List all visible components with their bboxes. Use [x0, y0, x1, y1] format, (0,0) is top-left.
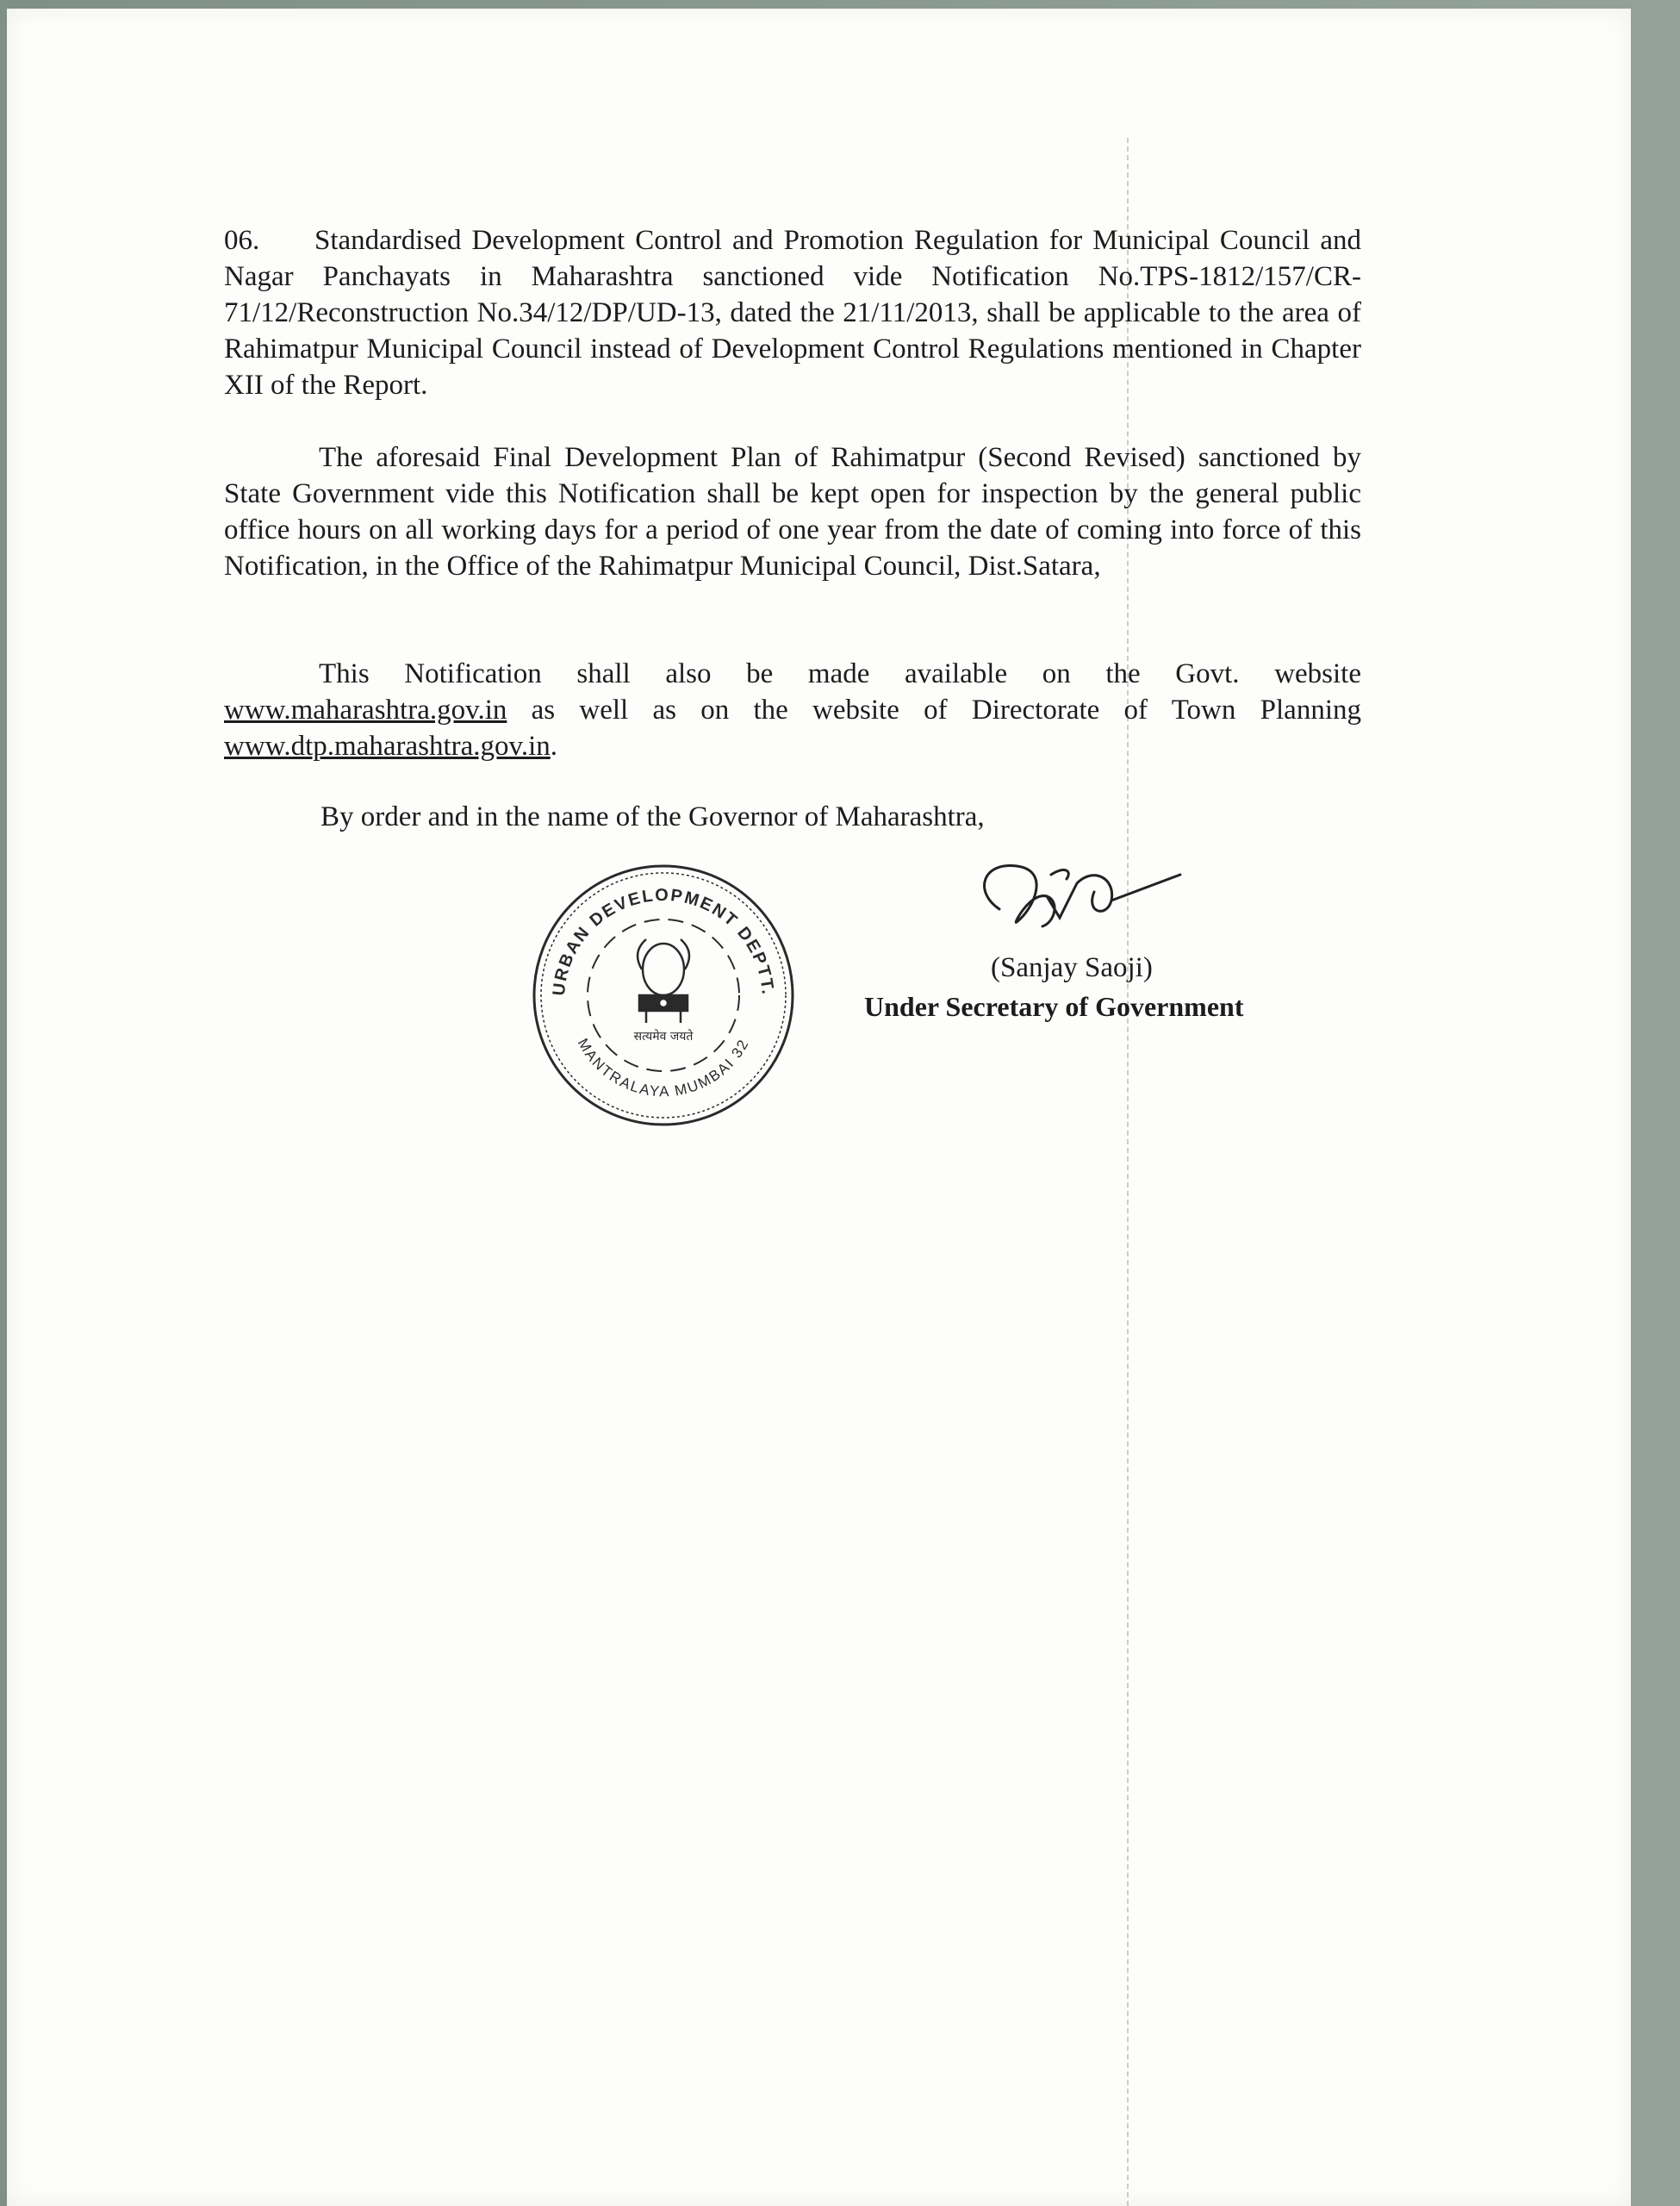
- emblem-icon: [638, 939, 689, 1023]
- paragraph-number: 06.: [224, 225, 260, 256]
- dtp-website-link[interactable]: www.dtp.maharashtra.gov.in: [224, 731, 551, 762]
- paragraph-website: [224, 656, 1361, 764]
- department-seal: [526, 857, 801, 1133]
- handwritten-signature: [965, 857, 1198, 961]
- website-text-after: .: [550, 731, 558, 762]
- paragraph-inspection: The aforesaid Final Development Plan of Rahimatpur (Second Revised) sanctioned by State Government vide this Notification shall be kept open for inspection by the general public office hours on all working days for a period of one year from the date of coming into force of this Notification, in the Office of the Rahimatpur Municipal Council, Dist.Satara,: [224, 442, 1361, 582]
- paragraph-06-text: Standardised Development Control and Promotion Regulation for Municipal Council and Nagar Panchayats in Maharashtra sanctioned vide Notification No.TPS-1812/157/CR-71/12/Reconstruction No.34/12/DP/UD-13, dated the 21/11/2013, shall be applicable to the area of Rahimatpur Municipal Council instead of Development Control Regulations mentioned in Chapter XII of the Report.: [224, 225, 1361, 401]
- order-line: By order and in the name of the Governor of Maharashtra,: [320, 801, 985, 832]
- signatory-name: (Sanjay Saoji): [991, 952, 1153, 983]
- paragraph-06: [224, 222, 1361, 403]
- seal-top-text: URBAN DEVELOPMENT DEPTT.: [549, 885, 777, 997]
- website-text-middle: as well as on the website of Directorate of Town Planning: [507, 695, 1361, 726]
- seal-bottom-text: MANTRALAYA MUMBAI 32: [574, 1035, 753, 1100]
- govt-website-link[interactable]: www.maharashtra.gov.in: [224, 695, 507, 726]
- seal-motto: सत्यमेव जयते: [633, 1030, 694, 1044]
- website-text-before: This Notification shall also be made available on the Govt. website: [319, 658, 1361, 689]
- signatory-title: Under Secretary of Government: [864, 991, 1244, 1022]
